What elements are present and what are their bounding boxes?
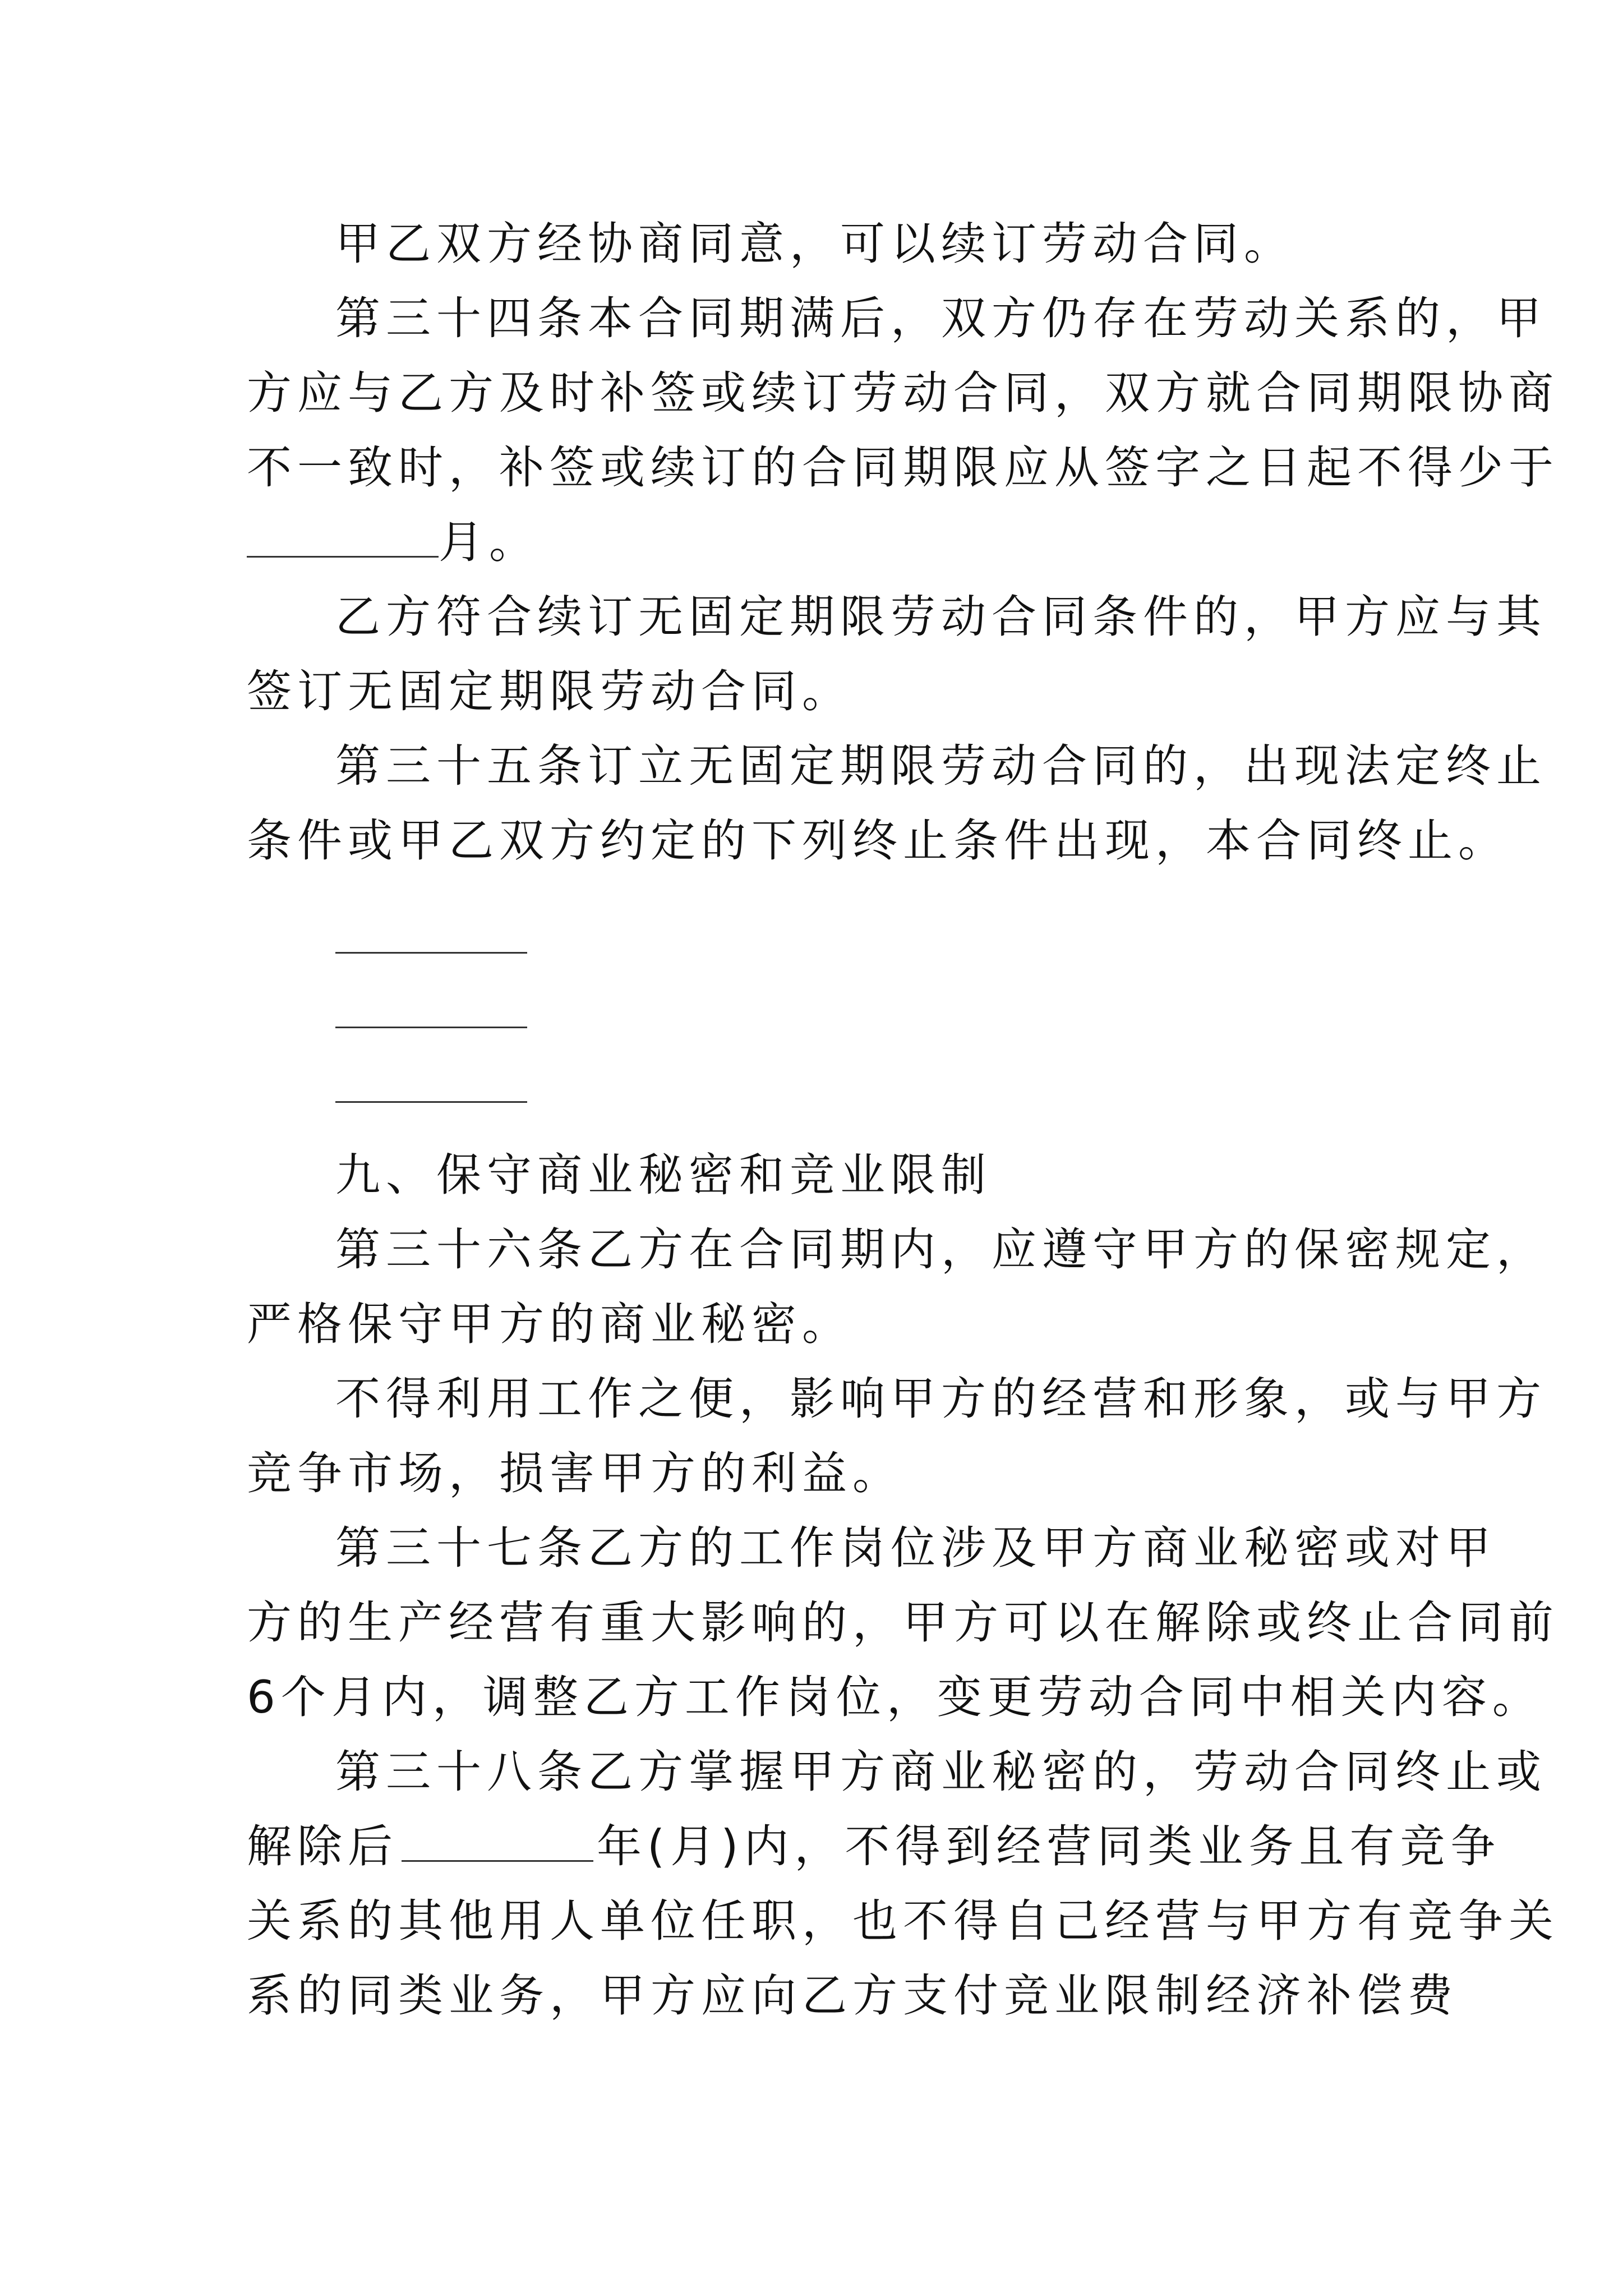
paragraph-line: 第三十七条乙方的工作岗位涉及甲方商业秘密或对甲 [335, 1522, 1496, 1574]
section-heading: 九、保守商业秘密和竞业限制 [335, 1149, 992, 1201]
paragraph-line: 不得利用工作之便，影响甲方的经营和形象，或与甲方 [335, 1373, 1547, 1425]
paragraph-line: 条件或甲乙双方约定的下列终止条件出现，本合同终止。 [247, 815, 1509, 867]
fill-in-blank [402, 1821, 593, 1862]
line-text: 月。 [439, 516, 540, 568]
paragraph-line: 竞争市场，损害甲方的利益。 [247, 1447, 903, 1499]
paragraph-line: 乙方符合续订无固定期限劳动合同条件的，甲方应与其 [335, 591, 1547, 643]
paragraph-line: 第三十四条本合同期满后，双方仍存在劳动关系的，甲 [335, 292, 1547, 344]
paragraph-line: 不一致时，补签或续订的合同期限应从签字之日起不得少于 [247, 441, 1559, 494]
paragraph-line: 方的生产经营有重大影响的，甲方可以在解除或终止合同前 [247, 1596, 1559, 1649]
paragraph-line [247, 514, 540, 570]
paragraph-line: 第三十八条乙方掌握甲方商业秘密的，劳动合同终止或 [335, 1746, 1547, 1798]
paragraph-line: 第三十五条订立无固定期限劳动合同的，出现法定终止 [335, 740, 1547, 792]
fill-in-blank [247, 517, 439, 558]
fill-in-blank [335, 952, 527, 954]
paragraph-line: 严格保守甲方的商业秘密。 [247, 1298, 852, 1350]
line-text: 年(月)内，不得到经营同类业务且有竞争 [597, 1820, 1501, 1872]
paragraph-line: 系的同类业务，甲方应向乙方支付竞业限制经济补偿费 [247, 1970, 1458, 2022]
line-text: 解除后 [247, 1820, 398, 1872]
paragraph-line: 方应与乙方及时补签或续订劳动合同，双方就合同期限协商 [247, 367, 1559, 419]
paragraph-line: 关系的其他用人单位任职，也不得自己经营与甲方有竞争关 [247, 1895, 1559, 1947]
paragraph-line: 6个月内，调整乙方工作岗位，变更劳动合同中相关内容。 [247, 1671, 1543, 1723]
fill-in-blank [335, 1101, 527, 1103]
paragraph-line [247, 1819, 1501, 1875]
paragraph-line: 签订无固定期限劳动合同。 [247, 665, 852, 717]
paragraph-line: 甲乙双方经协商同意，可以续订劳动合同。 [335, 218, 1294, 270]
fill-in-blank [335, 1027, 527, 1028]
paragraph-line: 第三十六条乙方在合同期内，应遵守甲方的保密规定， [335, 1223, 1547, 1276]
